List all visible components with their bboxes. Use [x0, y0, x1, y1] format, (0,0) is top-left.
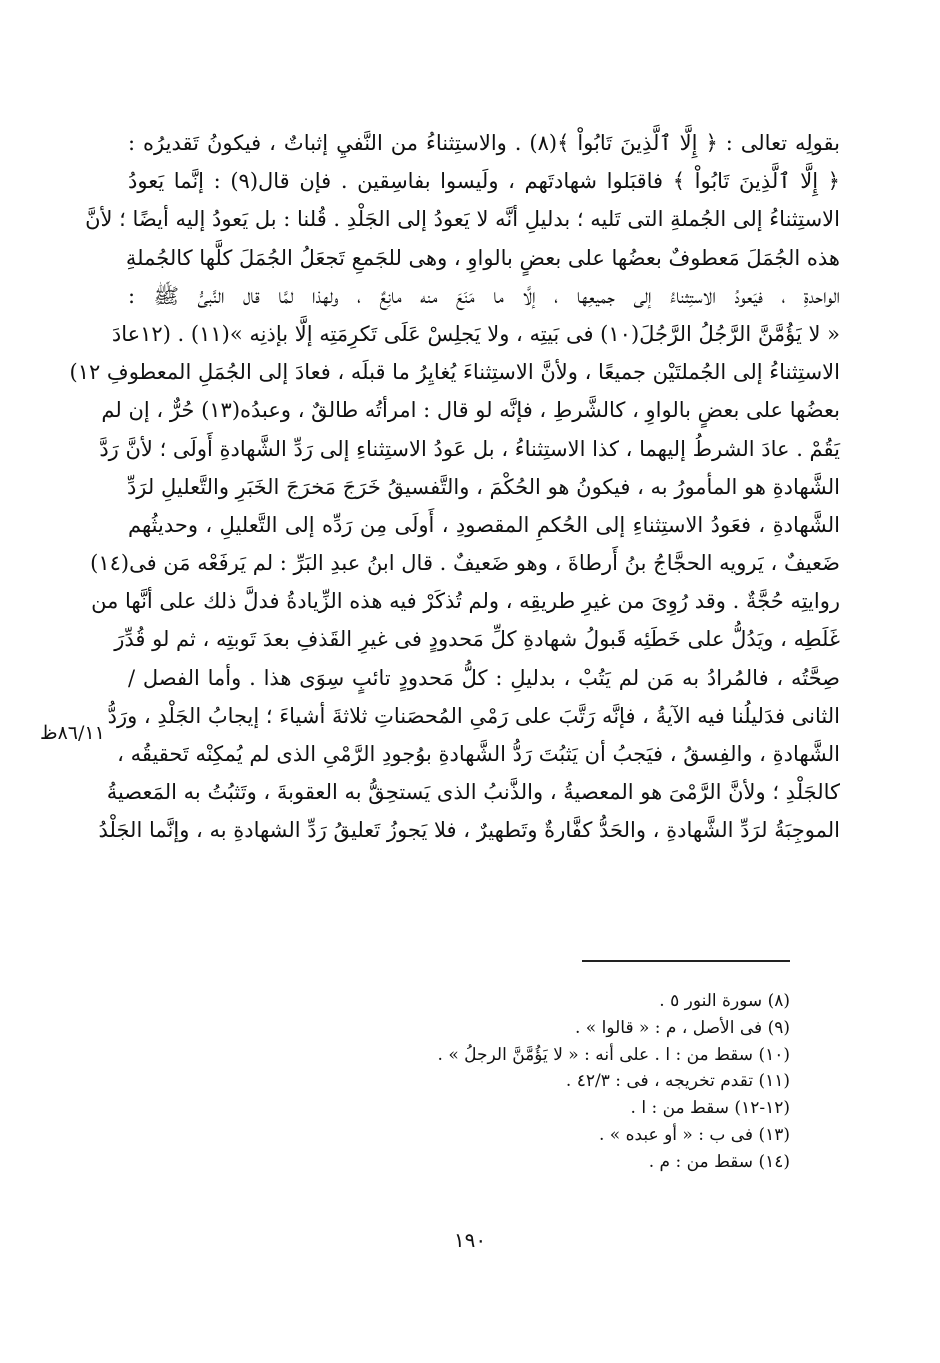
margin-folio-note: ٨٦/١١ظ — [40, 722, 105, 744]
footnote: (١٣) فى ب : « أو عبده » . — [598, 1124, 790, 1145]
text-line: الثانى فدَليلُنا فيه الآيةُ ، فإنَّه رَتَّبَ على رَمْىِ المُحصَناتِ ثلاثةَ أشياءَ ؛ إيجابُ الجَلْدِ ، ورَدُّ — [107, 703, 840, 728]
text-line: الشَّهادةِ ، والفِسقُ ، فيَجبُ أن يَثبُتَ رَدُّ الشَّهادةِ بوُجودِ الرَّمْىِ الذى لم يُمكِنْه تَحقيقُه ، — [117, 742, 840, 766]
page-number: ١٩٠ — [453, 1228, 487, 1252]
text-line: الواحدةِ ، فيَعودُ الاستِثناءُ إلى جميعِها ، إلَّا ما مَنَعَ منه مانِعٌ ، ولهذا لمَّا قال النَّبىُّ ﷺ : — [128, 283, 840, 308]
text-line: ﴿ إِلَّا ٱلَّذِينَ تَابُواْ ﴾ فاقبَلوا شهادتَهم ، ولَيسوا بفاسِقين . فإن قال(٩) : إنَّما يَعودُ — [128, 169, 840, 194]
footnotes — [190, 988, 790, 1176]
text-line: غَلَطِه ، ويَدُلُّ على خَطَئِه قَبولُ شهادةِ كلِّ مَحدودٍ فى غيرِ القَذفِ بعدَ تَوبتِه ، ثم لو قُدِّرَ — [114, 627, 840, 652]
text-line: الاستِثناءُ إلى الجُملتَيْن جميعًا ، ولأنَّ الاستِثناءَ يُغايِرُ ما قبلَه ، فعادَ إلى الجُمَلِ المعطوفِ ١٢) — [69, 360, 840, 385]
footnote: (١١) تقدم تخريجه ، فى : ٤٢/٣ . — [565, 1071, 790, 1092]
text-line: الموجِبَةُ لرَدِّ الشَّهادةِ ، والحَدُّ كفَّارةٌ وتَطهيرٌ ، فلا يَجوزُ تَعليقُ رَدِّ الشهادةِ به ، وإنَّما الجَلْدُ — [98, 818, 840, 843]
text-line: يَقُمْ . عادَ الشرطُ إليهما ، كذا الاستِثناءُ ، بل عَودُ الاستِثناءِ إلى رَدِّ الشَّهادةِ أَولَى ؛ لأنَّ رَدَّ — [99, 436, 840, 461]
text-line: روايتِه حُجَّةٌ . وقد رُوِىَ من غيرِ طريقِه ، ولم تُذكَرْ فيه هذه الزِّيادةُ فدلَّ ذلك على أنَّها من — [91, 589, 840, 614]
text-line: الشَّهادةِ هو المأمورُ به ، فيكونُ هو الحُكْمَ ، والتَّفسيقُ خَرَجَ مَخرَجَ الخَبَرِ والتَّعليلِ لرَدِّ — [126, 474, 840, 499]
text-line: صِحَّتُه ، فالمُرادُ به مَن لم يَتُبْ ، بدليلِ : كلُّ مَحدودٍ تائبٍ سِوَى هذا . وأما الفصل / — [128, 665, 840, 690]
footnote: (٨) سورة النور ٥ . — [659, 991, 790, 1011]
footnote-separator — [582, 960, 790, 962]
text-line: الشَّهادةِ ، فعَودُ الاستِثناءِ إلى الحُكمِ المقصودِ ، أَولَى مِن رَدِّه إلى التَّعليلِ ، وحديثُهم — [128, 512, 840, 537]
footnote: (٩) فى الأصل ، م : « قالوا » . — [574, 1017, 790, 1038]
footnote: (١٢-١٢) سقط من : ا . — [630, 1098, 790, 1119]
footnote: (١٤) سقط من : م . — [648, 1151, 790, 1172]
text-line: كالجَلْدِ ؛ ولأنَّ الرَّمْىَ هو المعصيةُ ، والذَّنبُ الذى يَستحِقُّ به العقوبةَ ، وتَثبُتُ به المَعصيةُ — [106, 780, 840, 805]
footnote: (١٠) سقط من : ا . على أنه : « لا يَؤُمَّنَّ الرجلُ » . — [437, 1044, 790, 1065]
text-line: بقولِه تعالى : ﴿ إِلَّا ٱلَّذِينَ تَابُواْ ﴾(٨) . والاستِثناءُ من النَّفيِ إثباتٌ ، فيكونُ تَقديرُه : — [128, 131, 840, 155]
text-line: « لا يَؤُمَّنَّ الرَّجُلُ الرَّجُلَ(١٠) فى بَيتِه ، ولا يَجلِسْ عَلَى تَكرِمَتِه إلَّا بإذنِه »(١١) . (١٢عادَ — [111, 321, 840, 346]
text-line: الاستِثناءُ إلى الجُملةِ التى تَليه ؛ بدليلِ أنَّه لا يَعودُ إلى الجَلْدِ . قُلنا : بل يَعودُ إليه أيضًا ؛ لأنَّ — [85, 207, 840, 232]
text-line: بعضُها على بعضٍ بالواوِ ، كالشَّرطِ ، فإنَّه لو قال : امرأتُه طالقٌ ، وعبدُه(١٣) حُرٌّ ، إن لم — [101, 398, 840, 423]
text-line: ضَعيفٌ ، يَرويه الحجَّاجُ بنُ أَرطاةَ ، وهو ضَعيفٌ . قال ابنُ عبدِ البَرِّ : لم يَرفَعْه مَن فى(١٤) — [90, 551, 840, 576]
text-line: هذه الجُمَلَ مَعطوفٌ بعضُها على بعضٍ بالواوِ ، وهى للجَمعِ تَجعَلُ الجُمَلَ كلَّها كالجُملةِ — [125, 245, 840, 270]
